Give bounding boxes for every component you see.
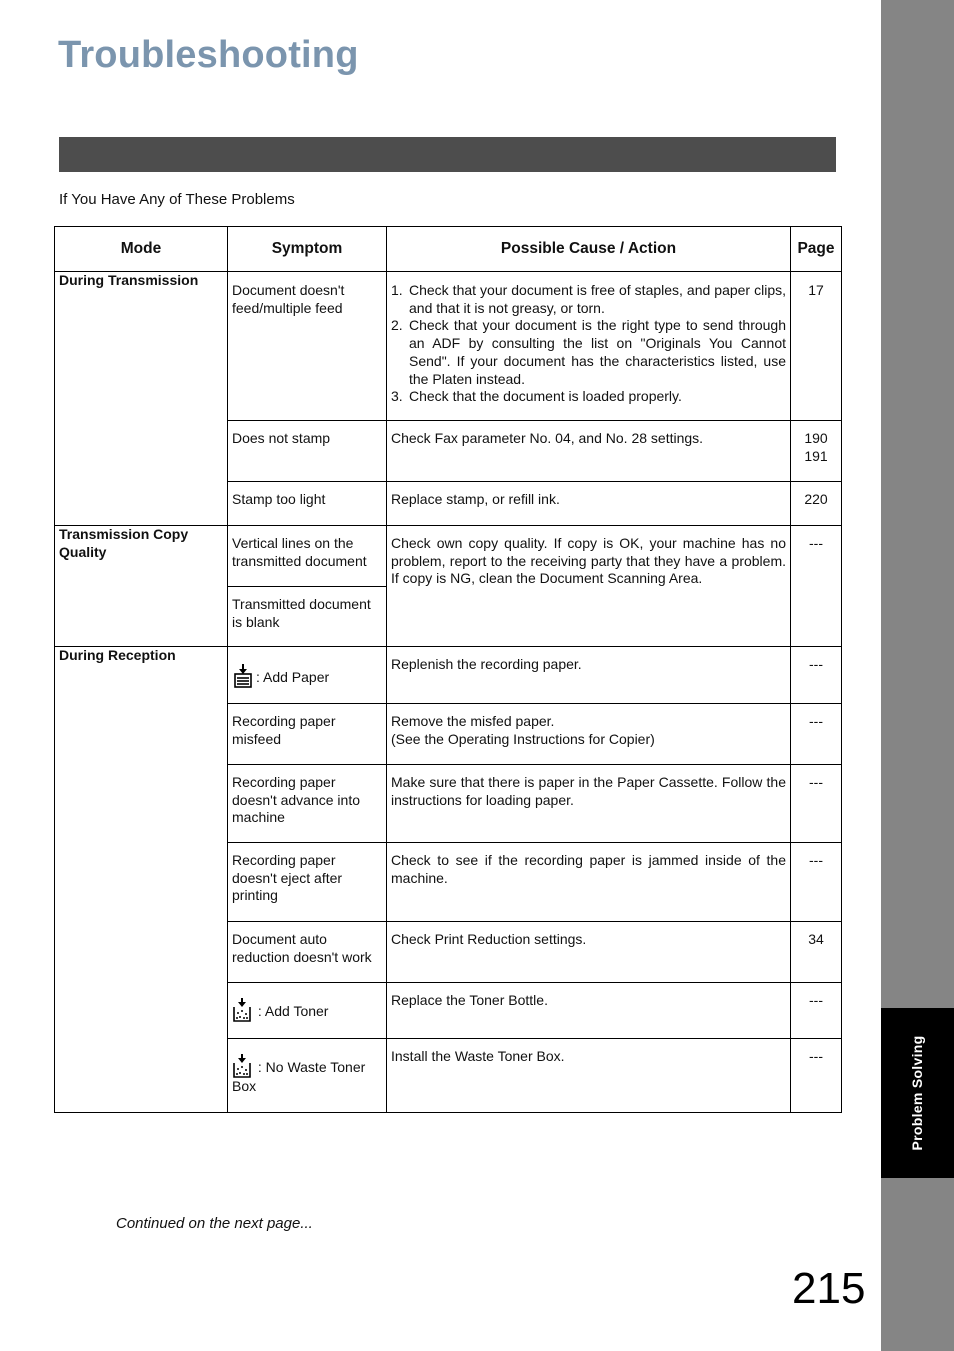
toner-icon xyxy=(232,998,252,1022)
table-row xyxy=(55,526,842,587)
paper-tray-icon xyxy=(232,664,254,688)
symptom-cell: Recording paper misfeed xyxy=(228,704,387,765)
list-item xyxy=(391,317,786,388)
mode-during-transmission: During Transmission xyxy=(55,272,228,526)
cause-cell: Replenish the recording paper. xyxy=(387,647,791,704)
intro-text: If You Have Any of These Problems xyxy=(59,191,295,208)
header-cause: Possible Cause / Action xyxy=(387,227,791,272)
page-cell: --- xyxy=(791,647,842,704)
page-cell: 34 xyxy=(791,922,842,983)
page-cell: --- xyxy=(791,1039,842,1113)
symptom-text: : Add Paper xyxy=(256,669,330,685)
header-symptom: Symptom xyxy=(228,227,387,272)
mode-during-reception: During Reception xyxy=(55,647,228,1113)
cause-cell: Replace the Toner Bottle. xyxy=(387,983,791,1039)
mode-transmission-copy-quality: Transmission Copy Quality xyxy=(55,526,228,647)
page-cell: 220 xyxy=(791,482,842,526)
cause-cell: Check to see if the recording paper is jammed inside of the machine. xyxy=(387,843,791,922)
section-banner xyxy=(59,137,836,172)
symptom-cell: Stamp too light xyxy=(228,482,387,526)
step-number: 2. xyxy=(391,317,403,334)
troubleshooting-table xyxy=(54,226,842,1113)
cause-line: (See the Operating Instructions for Copier) xyxy=(391,730,655,747)
cause-cell: Check Fax parameter No. 04, and No. 28 settings. xyxy=(387,421,791,482)
symptom-cell: Document auto reduction doesn't work xyxy=(228,922,387,983)
page-cell: --- xyxy=(791,704,842,765)
cause-steps-list xyxy=(391,282,786,406)
page-cell: 17 xyxy=(791,272,842,421)
table-header-row xyxy=(55,227,842,272)
page-cell: --- xyxy=(791,983,842,1039)
symptom-cell: Recording paper doesn't advance into machine xyxy=(228,765,387,843)
header-page: Page xyxy=(791,227,842,272)
step-text: Check that the document is loaded properly. xyxy=(409,388,682,405)
page-cell: --- xyxy=(791,765,842,843)
step-number: 3. xyxy=(391,388,403,405)
table-row xyxy=(55,272,842,421)
header-mode: Mode xyxy=(55,227,228,272)
page-title: Troubleshooting xyxy=(58,34,359,76)
list-item xyxy=(391,282,786,317)
symptom-cell: Recording paper doesn't eject after printing xyxy=(228,843,387,922)
cause-cell: Make sure that there is paper in the Paper Cassette. Follow the instructions for loading paper. xyxy=(387,765,791,843)
page-cell xyxy=(791,421,842,482)
page-number: 215 xyxy=(792,1264,866,1313)
page-cell: --- xyxy=(791,526,842,647)
cause-cell: Check Print Reduction settings. xyxy=(387,922,791,983)
cause-line: Remove the misfed paper. xyxy=(391,713,555,729)
symptom-cell: Document doesn't feed/multiple feed xyxy=(228,272,387,421)
cause-cell xyxy=(387,272,791,421)
step-text: Check that your document is free of staples, and paper clips, and that it is not greasy, or torn. xyxy=(409,282,786,316)
cause-cell xyxy=(387,704,791,765)
table-row xyxy=(55,647,842,704)
symptom-cell: Vertical lines on the transmitted document xyxy=(228,526,387,587)
page-cell: --- xyxy=(791,843,842,922)
symptom-cell xyxy=(228,1039,387,1113)
cause-cell: Install the Waste Toner Box. xyxy=(387,1039,791,1113)
symptom-cell xyxy=(228,983,387,1039)
symptom-cell: Transmitted document is blank xyxy=(228,587,387,647)
symptom-text: : Add Toner xyxy=(254,1003,329,1019)
page-ref: 191 xyxy=(804,447,828,464)
symptom-cell xyxy=(228,647,387,704)
section-tab-label: Problem Solving xyxy=(909,1035,925,1151)
continued-note: Continued on the next page... xyxy=(116,1215,313,1232)
waste-toner-icon xyxy=(232,1054,252,1078)
page-ref: 190 xyxy=(804,430,828,446)
cause-cell: Check own copy quality. If copy is OK, your machine has no problem, report to the receiving party that they have a problem. If copy is NG, clean the Document Scanning Area. xyxy=(387,526,791,647)
list-item xyxy=(391,388,786,406)
symptom-text: : No Waste Toner Box xyxy=(232,1059,366,1094)
step-text: Check that your document is the right type to send through an ADF by consulting the list on "Originals You Cannot Send". If your document has the characteristics listed, use the Platen instead. xyxy=(409,317,786,387)
step-number: 1. xyxy=(391,282,403,298)
cause-cell: Replace stamp, or refill ink. xyxy=(387,482,791,526)
symptom-cell: Does not stamp xyxy=(228,421,387,482)
